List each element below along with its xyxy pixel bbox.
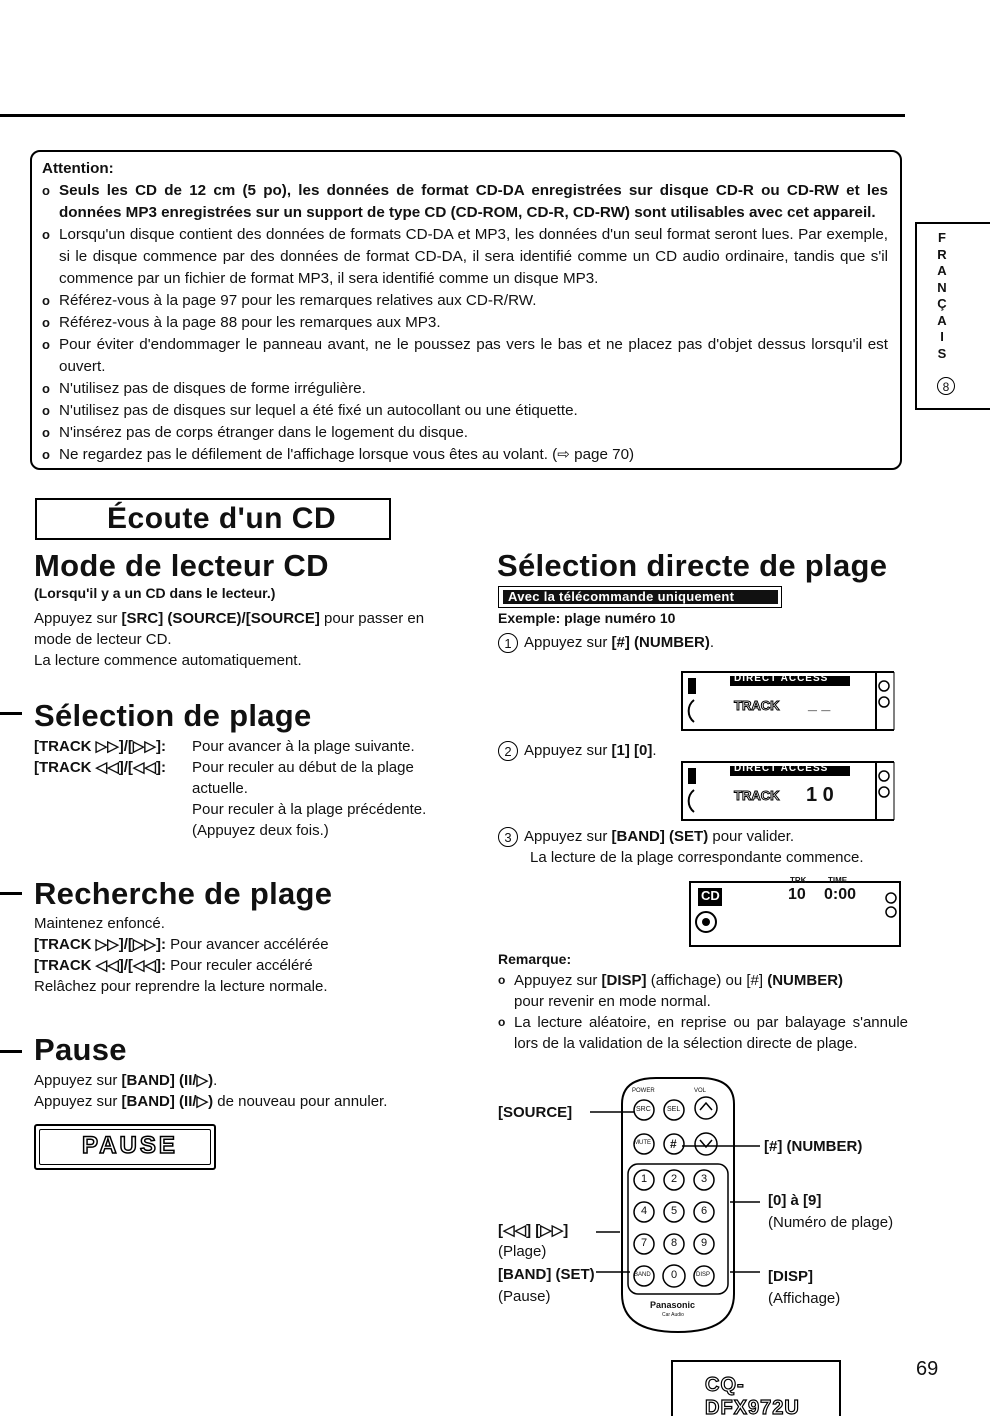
key-label: [TRACK ▷▷]/[▷▷]: [34,936,166,953]
top-rule [0,114,905,117]
section-title-box [35,498,391,540]
attention-item: o Pour éviter d'endommager le panneau avant, ne le poussez pas vers le bas et ne placez pas d'objet dessus lorsqu'il est ouvert. [42,334,888,378]
brand-logo: Panasonic [650,1300,696,1310]
key-label: [TRACK ▷▷]/[▷▷]: [34,738,166,755]
pause-text [34,1070,454,1112]
selection-text [34,736,454,841]
remarque-list [498,970,908,1054]
page-number: 69 [916,1358,939,1380]
remarque-item [498,970,908,1012]
language-letters [935,230,949,362]
tab-letter: R [937,246,947,262]
digit-key: 1 [641,1173,648,1185]
step-number: 3 [498,827,518,847]
digit-key: 2 [671,1173,678,1185]
text: Pour avancer accélérée [170,936,329,953]
section-title: Écoute d'un CD [107,502,337,535]
text: Appuyez sur [514,972,602,989]
key-label: [DISP] [601,972,647,989]
remote-only-badge [498,586,782,608]
lcd-1-track-label: TRACK [734,698,780,713]
direct-heading: Sélection directe de plage [497,548,888,583]
text: . [652,742,657,759]
example-label: Exemple: plage numéro 10 [498,610,676,626]
brand-sub: Car Audio [662,1312,684,1318]
track-sub: (Plage) [498,1243,547,1260]
disp-key: DISP [696,1272,711,1278]
digit-key: 9 [701,1237,708,1249]
text: La lecture aléatoire, en reprise ou par balayage s'annule lors de la validation de la sélection directe de plage. [514,1014,908,1052]
band-key: BAND [634,1272,651,1278]
key-label: [TRACK ◁◁]/[◁◁]: [34,759,166,776]
key-label: [#] [746,972,764,989]
digit-key: 0 [671,1269,678,1281]
lcd-1-mode: DIRECT ACCESS [734,673,829,684]
lcd-2-mode: DIRECT ACCESS [734,763,829,774]
tab-letter: F [938,230,946,245]
text: Maintenez enfoncé. [34,915,165,932]
pause-heading: Pause [34,1032,127,1067]
key-label: [1] [0] [611,742,653,759]
digit-key: 7 [641,1237,648,1249]
text: Pour avancer à la plage suivante. [192,738,415,755]
recherche-text [34,913,454,997]
text: actuelle. [192,780,248,797]
text: Appuyez sur [34,1093,122,1110]
band-sub: (Pause) [498,1288,551,1305]
pause-display [34,1124,216,1170]
step-2 [498,740,657,761]
model-number: CQ-DFX972U [705,1374,800,1419]
bullet: o [498,973,506,987]
language-side-tab [915,222,990,410]
key-label: [#] (NUMBER) [611,634,710,651]
attention-title: Attention: [42,160,114,177]
text: Appuyez sur [34,1072,122,1089]
bullet: o [498,1015,506,1029]
key-label: [BAND] (II/▷) [121,1093,214,1110]
lcd-3-track-caption: TRK [790,876,807,885]
power-label: POWER [632,1088,655,1094]
attention-item: o Référez-vous à la page 97 pour les remarques relatives aux CD-R/RW. [42,290,888,312]
remote-callout-lines [590,1100,770,1300]
disp-label: [DISP] [768,1268,813,1285]
attention-item: o Ne regardez pas le défilement de l'affichage lorsque vous êtes au volant. (⇨ page 70) [42,444,888,466]
text: La lecture commence automatiquement. [34,652,302,669]
text: pour valider. [708,828,795,845]
text: Relâchez pour reprendre la lecture normale. [34,978,328,995]
lcd-2-value: 1 0 [806,784,834,806]
key-label: [BAND] (II/▷) [121,1072,214,1089]
text: mode de lecteur CD. [34,631,172,648]
lcd-3-mode: CD [701,888,720,903]
key-label: [BAND] (SET) [611,828,709,845]
text: Appuyez sur [524,828,612,845]
heading-dash [0,1050,22,1053]
digits-label: [0] à [9] [768,1192,822,1209]
tab-letter: I [940,329,944,344]
lcd-display-1 [680,664,896,734]
attention-item: o N'insérez pas de corps étranger dans le logement du disque. [42,422,888,444]
attention-item: o Référez-vous à la page 88 pour les remarques aux MP3. [42,312,888,334]
lcd-2-track-label: TRACK [734,788,780,803]
lcd-display-3 [688,876,902,948]
attention-list [42,180,888,466]
tab-letter: N [937,279,947,295]
mute-key: MUTE [634,1140,651,1146]
key-label: [TRACK ◁◁]/[◁◁]: [34,957,166,974]
band-label: [BAND] (SET) [498,1266,595,1283]
model-number-box [671,1360,841,1419]
digit-key: 8 [671,1237,678,1249]
disp-sub: (Affichage) [768,1290,841,1307]
text: La lecture de la plage correspondante commence. [530,849,864,867]
src-key: SRC [636,1106,651,1113]
text: pour revenir en mode normal. [514,993,711,1010]
source-label: [SOURCE] [498,1104,573,1121]
lcd-display-2 [680,754,896,824]
vol-label: VOL [694,1088,707,1094]
attention-item: o N'utilisez pas de disques sur lequel a été fixé un autocollant ou une étiquette. [42,400,888,422]
selection-heading: Sélection de plage [34,698,312,733]
text: Pour reculer au début de la plage [192,759,414,776]
lcd-3-track: 10 [788,886,806,903]
heading-dash [0,712,22,715]
remarque-item [498,1012,908,1054]
digits-sub: (Numéro de plage) [768,1214,894,1231]
mode-heading: Mode de lecteur CD [34,548,329,583]
sel-key: SEL [667,1106,681,1113]
heading-dash [0,892,22,895]
tab-letter: S [937,345,947,361]
step-1 [498,632,714,653]
step-number: 2 [498,741,518,761]
digit-key: 5 [671,1205,678,1217]
attention-item: o N'utilisez pas de disques de forme irrégulière. [42,378,888,400]
hash-key: # [670,1137,677,1151]
text: (affichage) ou [646,972,747,989]
text: de nouveau pour annuler. [213,1093,388,1110]
text: Pour reculer à la plage précédente. [192,801,427,818]
digit-key: 3 [701,1173,708,1185]
step-number: 1 [498,633,518,653]
pause-display-text: PAUSE [82,1132,178,1159]
lcd-3-time-caption: TIME [828,876,848,885]
key-label: [SRC] (SOURCE)/[SOURCE] [121,610,320,627]
digit-key: 6 [701,1205,708,1217]
mode-text [34,608,454,671]
section-number: 8 [937,377,955,395]
key-label: (NUMBER) [767,972,844,989]
text: Appuyez sur [34,610,122,627]
tab-letter: A [937,312,947,328]
tab-letter: Ç [937,296,947,311]
recherche-heading: Recherche de plage [34,876,333,911]
step-3 [498,826,898,868]
text: pour passer en [319,610,425,627]
attention-box [30,150,902,470]
text: (Appuyez deux fois.) [192,822,329,839]
attention-item: o Lorsqu'un disque contient des données de formats CD-DA et MP3, les données d'un seul format seront lues. Par exemple, si le disque commence par des données de format CD-DA, il sera identifié comme un CD audio ordinaire, tandis que s'il commence par un fichier de format MP3, il sera identifié comme un disque MP3. [42,224,888,290]
text: Appuyez sur [524,634,612,651]
number-label: [#] (NUMBER) [764,1138,863,1155]
mode-subheading: (Lorsqu'il y a un CD dans le lecteur.) [34,585,276,601]
text: Pour reculer accéléré [170,957,313,974]
lcd-1-value: _ _ [808,696,831,713]
track-label: [◁◁] [▷▷] [498,1222,569,1239]
text: . [709,634,715,651]
remarque-title: Remarque: [498,951,572,967]
attention-item: o Seuls les CD de 12 cm (5 po), les données de format CD-DA enregistrées sur disque CD-R ou CD-RW et les données MP3 enregistrées sur un support de type CD (CD-ROM, CD-R, CD-RW) sont utilisables avec cet appareil. [42,180,888,224]
lcd-3-time: 0:00 [824,886,857,903]
badge-text: Avec la télécommande uniquement [508,589,735,604]
tab-letter: A [937,263,947,278]
text: . [213,1072,218,1089]
digit-key: 4 [641,1205,648,1217]
text: Appuyez sur [524,742,612,759]
